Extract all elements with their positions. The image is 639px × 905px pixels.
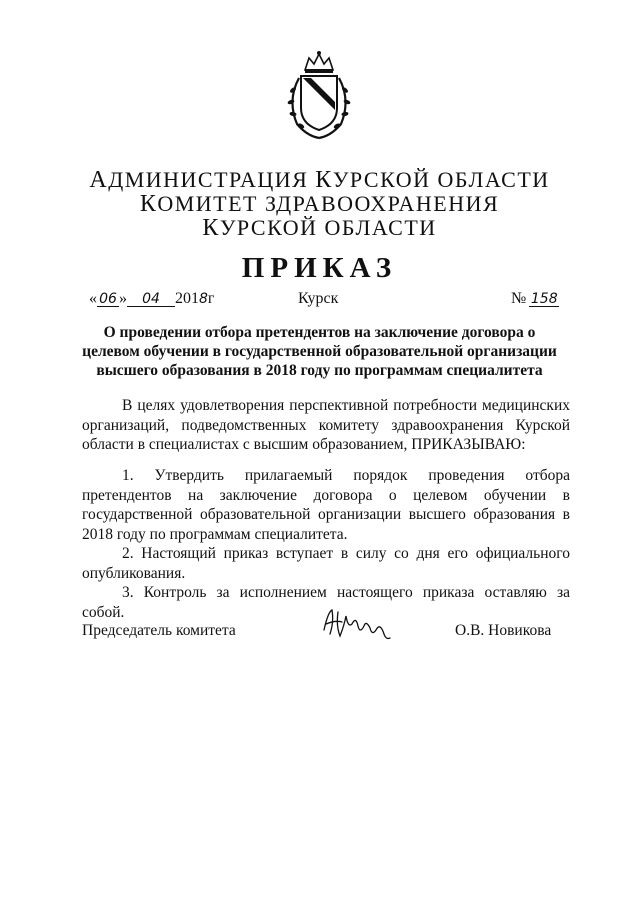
date-day: 06 [97, 293, 119, 307]
org-line-2-cap: К [139, 191, 158, 217]
org-line-3 [0, 216, 639, 240]
document-subject: О проведении отбора претендентов на заключение договора о целевом обучении в государственной образовательной организации высшего образования в 2018 году по программам специалитета [82, 324, 557, 379]
document-date [89, 290, 214, 308]
body-intro-text: В целях удовлетворения перспективной потребности медицинских организаций, подведомственных комитету здравоохранения Курской области в специалистах с высшим образованием, ПРИКАЗЫВАЮ: [82, 397, 570, 453]
signatory-name: О.В. Новикова [455, 622, 552, 639]
body-item-1: 1. Утвердить прилагаемый порядок проведения отбора претендентов на заключение договора о целевом обучении в государственной образовательной организации высшего образования в 2018 году по программам специалитета. [82, 467, 570, 543]
body-intro [82, 396, 570, 455]
date-quote-open: « [89, 290, 97, 307]
coat-of-arms-icon [283, 50, 355, 142]
date-month: 04 [127, 293, 175, 307]
signatory-position: Председатель комитета [82, 622, 236, 639]
org-line-1-part-b: ДМИНИСТРАЦИЯ [108, 167, 316, 192]
org-line-1 [0, 168, 639, 192]
org-line-2 [0, 192, 639, 216]
number-label: № [511, 290, 527, 307]
date-year-printed: 201 [175, 290, 199, 307]
body-item-2: 2. Настоящий приказ вступает в силу со дня его официального опубликования. [82, 545, 570, 582]
org-line-3-text: УРСКОЙ ОБЛАСТИ [219, 215, 437, 240]
org-line-1-cap-c: К [315, 167, 333, 193]
number-value: 158 [530, 291, 558, 307]
date-year-handwritten: 8 [199, 291, 208, 307]
org-line-1-cap-a: А [89, 167, 109, 193]
org-line-1-part-d: УРСКОЙ ОБЛАСТИ [332, 167, 550, 192]
org-line-2-text: ОМИТЕТ ЗДРАВООХРАНЕНИЯ [157, 191, 500, 216]
document-number [511, 290, 559, 308]
org-line-3-cap: К [202, 215, 220, 241]
document-city: Курск [298, 290, 339, 307]
body-items [82, 466, 570, 622]
body-item-3: 3. Контроль за исполнением настоящего приказа оставляю за собой. [82, 584, 570, 621]
date-quote-close: » [119, 290, 127, 307]
signature-icon [318, 606, 396, 646]
date-year-suffix: г [207, 290, 215, 307]
document-type-title: ПРИКАЗ [241, 252, 398, 284]
